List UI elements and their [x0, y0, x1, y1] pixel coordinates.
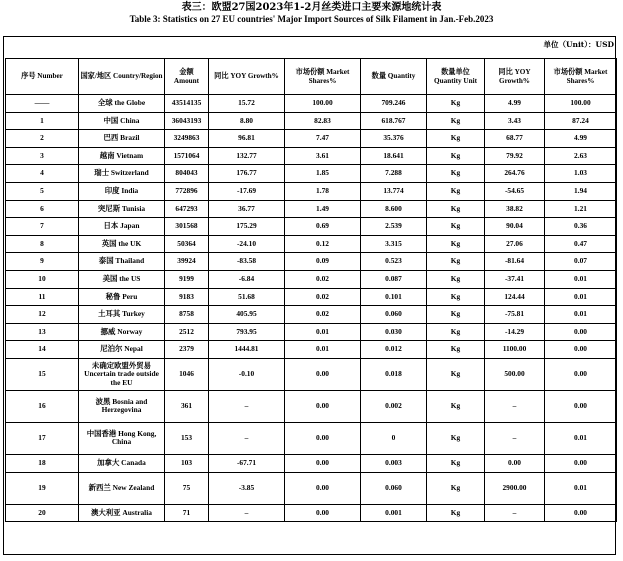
cell-number: 4	[6, 165, 79, 183]
table-row	[6, 147, 617, 165]
cell-amount: 39924	[165, 253, 209, 271]
table-row	[6, 358, 617, 390]
cell-amount: 3249863	[165, 130, 209, 148]
cell-quantity-unit: Kg	[427, 358, 485, 390]
cell-region: 巴西 Brazil	[79, 130, 165, 148]
cell-quantity: 0.001	[361, 504, 427, 522]
cell-quantity: 0.030	[361, 323, 427, 341]
cell-amount: 772896	[165, 182, 209, 200]
cell-quantity-unit: Kg	[427, 130, 485, 148]
cell-share-amount: 1.78	[285, 182, 361, 200]
table-row	[6, 95, 617, 113]
cell-number: 10	[6, 270, 79, 288]
cell-yoy-amount: 176.77	[209, 165, 285, 183]
cell-quantity-unit: Kg	[427, 390, 485, 422]
cell-share-amount: 7.47	[285, 130, 361, 148]
cell-quantity-unit: Kg	[427, 472, 485, 504]
cell-share-amount: 0.02	[285, 270, 361, 288]
header-yoy-amount: 同比 YOY Growth%	[209, 59, 285, 95]
cell-yoy-quantity: 27.06	[485, 235, 545, 253]
cell-yoy-amount: -3.85	[209, 472, 285, 504]
cell-region: 澳大利亚 Australia	[79, 504, 165, 522]
cell-number: 15	[6, 358, 79, 390]
table-row	[6, 182, 617, 200]
cell-yoy-quantity: 38.82	[485, 200, 545, 218]
cell-quantity-unit: Kg	[427, 323, 485, 341]
cell-share-quantity: 2.63	[545, 147, 617, 165]
cell-region: 美国 the US	[79, 270, 165, 288]
import-sources-table	[5, 58, 617, 522]
cell-share-quantity: 0.01	[545, 472, 617, 504]
table-row	[6, 504, 617, 522]
cell-share-amount: 0.09	[285, 253, 361, 271]
cell-yoy-quantity: 4.99	[485, 95, 545, 113]
cell-yoy-amount: 793.95	[209, 323, 285, 341]
cell-yoy-amount: -24.10	[209, 235, 285, 253]
cell-amount: 71	[165, 504, 209, 522]
cell-yoy-quantity: 1100.00	[485, 341, 545, 359]
cell-yoy-quantity: 124.44	[485, 288, 545, 306]
header-share-quantity: 市场份额 Market Shares%	[545, 59, 617, 95]
cell-region: 尼泊尔 Nepal	[79, 341, 165, 359]
cell-amount: 103	[165, 454, 209, 472]
cell-amount: 1046	[165, 358, 209, 390]
cell-share-amount: 82.83	[285, 112, 361, 130]
cell-yoy-quantity: -81.64	[485, 253, 545, 271]
cell-yoy-quantity: 90.04	[485, 218, 545, 236]
cell-amount: 9183	[165, 288, 209, 306]
cell-share-amount: 0.02	[285, 306, 361, 324]
cell-amount: 1571064	[165, 147, 209, 165]
cell-quantity: 18.641	[361, 147, 427, 165]
cell-share-amount: 0.01	[285, 341, 361, 359]
table-row	[6, 165, 617, 183]
header-quantity-unit: 数量单位 Quantity Unit	[427, 59, 485, 95]
cell-yoy-amount: –	[209, 390, 285, 422]
cell-number: 13	[6, 323, 79, 341]
cell-quantity: 0.101	[361, 288, 427, 306]
table-row	[6, 218, 617, 236]
cell-region: 全球 the Globe	[79, 95, 165, 113]
cell-region: 加拿大 Canada	[79, 454, 165, 472]
cell-amount: 50364	[165, 235, 209, 253]
cell-yoy-amount: -67.71	[209, 454, 285, 472]
cell-yoy-quantity: 0.00	[485, 454, 545, 472]
cell-share-quantity: 0.47	[545, 235, 617, 253]
header-number: 序号 Number	[6, 59, 79, 95]
cell-region: 新西兰 New Zealand	[79, 472, 165, 504]
cell-number: 8	[6, 235, 79, 253]
cell-share-quantity: 0.00	[545, 358, 617, 390]
cell-number: 5	[6, 182, 79, 200]
cell-share-amount: 0.02	[285, 288, 361, 306]
cell-share-quantity: 0.00	[545, 390, 617, 422]
cell-quantity: 0.060	[361, 306, 427, 324]
cell-share-amount: 3.61	[285, 147, 361, 165]
cell-amount: 43514135	[165, 95, 209, 113]
cell-quantity: 7.288	[361, 165, 427, 183]
cell-yoy-quantity: -37.41	[485, 270, 545, 288]
cell-number: 12	[6, 306, 79, 324]
table-row	[6, 112, 617, 130]
cell-quantity-unit: Kg	[427, 95, 485, 113]
cell-yoy-amount: -83.58	[209, 253, 285, 271]
cell-region: 中国 China	[79, 112, 165, 130]
cell-yoy-amount: 1444.81	[209, 341, 285, 359]
cell-share-amount: 0.00	[285, 454, 361, 472]
table-row	[6, 235, 617, 253]
table-row	[6, 130, 617, 148]
cell-region: 印度 India	[79, 182, 165, 200]
cell-quantity-unit: Kg	[427, 306, 485, 324]
cell-share-amount: 1.85	[285, 165, 361, 183]
cell-yoy-amount: 132.77	[209, 147, 285, 165]
cell-share-quantity: 0.00	[545, 454, 617, 472]
cell-quantity: 709.246	[361, 95, 427, 113]
cell-yoy-amount: -17.69	[209, 182, 285, 200]
cell-yoy-quantity: 2900.00	[485, 472, 545, 504]
table-row	[6, 306, 617, 324]
table-row	[6, 253, 617, 271]
cell-quantity-unit: Kg	[427, 218, 485, 236]
table-row	[6, 390, 617, 422]
cell-number: 3	[6, 147, 79, 165]
cell-share-quantity: 0.00	[545, 341, 617, 359]
cell-number: 17	[6, 422, 79, 454]
cell-region: 日本 Japan	[79, 218, 165, 236]
cell-quantity: 8.600	[361, 200, 427, 218]
cell-share-quantity: 0.00	[545, 323, 617, 341]
cell-amount: 153	[165, 422, 209, 454]
header-amount: 金额 Amount	[165, 59, 209, 95]
cell-number: 11	[6, 288, 79, 306]
cell-share-quantity: 0.01	[545, 422, 617, 454]
cell-share-quantity: 87.24	[545, 112, 617, 130]
cell-amount: 2512	[165, 323, 209, 341]
cell-region: 越南 Vietnam	[79, 147, 165, 165]
cell-region: 土耳其 Turkey	[79, 306, 165, 324]
cell-amount: 75	[165, 472, 209, 504]
cell-share-quantity: 0.01	[545, 306, 617, 324]
cell-amount: 301568	[165, 218, 209, 236]
cell-quantity: 0.002	[361, 390, 427, 422]
cell-yoy-amount: –	[209, 504, 285, 522]
cell-quantity-unit: Kg	[427, 235, 485, 253]
cell-quantity: 618.767	[361, 112, 427, 130]
cell-share-quantity: 0.36	[545, 218, 617, 236]
cell-quantity-unit: Kg	[427, 147, 485, 165]
cell-yoy-amount: -0.10	[209, 358, 285, 390]
cell-share-quantity: 0.07	[545, 253, 617, 271]
cell-quantity-unit: Kg	[427, 253, 485, 271]
cell-quantity-unit: Kg	[427, 422, 485, 454]
cell-yoy-quantity: 3.43	[485, 112, 545, 130]
cell-quantity-unit: Kg	[427, 288, 485, 306]
table-row	[6, 200, 617, 218]
cell-quantity-unit: Kg	[427, 165, 485, 183]
cell-share-amount: 100.00	[285, 95, 361, 113]
cell-yoy-amount: 15.72	[209, 95, 285, 113]
cell-share-quantity: 1.21	[545, 200, 617, 218]
cell-quantity: 35.376	[361, 130, 427, 148]
cell-quantity-unit: Kg	[427, 200, 485, 218]
cell-number: 18	[6, 454, 79, 472]
cell-quantity-unit: Kg	[427, 341, 485, 359]
cell-region: 瑞士 Switzerland	[79, 165, 165, 183]
unit-note: 单位（Unit）：USD	[543, 40, 614, 49]
cell-yoy-quantity: -14.29	[485, 323, 545, 341]
cell-yoy-quantity: –	[485, 504, 545, 522]
cell-yoy-amount: 405.95	[209, 306, 285, 324]
cell-yoy-amount: –	[209, 422, 285, 454]
cell-region: 中国香港 Hong Kong, China	[79, 422, 165, 454]
cell-yoy-amount: 8.80	[209, 112, 285, 130]
cell-quantity: 0.018	[361, 358, 427, 390]
cell-quantity: 2.539	[361, 218, 427, 236]
cell-yoy-quantity: -54.65	[485, 182, 545, 200]
cell-yoy-amount: -6.84	[209, 270, 285, 288]
cell-share-amount: 0.00	[285, 422, 361, 454]
table-title-chinese: 表三：欧盟27国2023年1-2月丝类进口主要来源地统计表	[181, 2, 442, 13]
cell-yoy-amount: 96.81	[209, 130, 285, 148]
cell-share-amount: 0.00	[285, 358, 361, 390]
cell-share-amount: 0.00	[285, 390, 361, 422]
table-header-row	[6, 59, 617, 95]
cell-number: 2	[6, 130, 79, 148]
cell-region: 秘鲁 Peru	[79, 288, 165, 306]
table-row	[6, 341, 617, 359]
table-row	[6, 288, 617, 306]
table-row	[6, 323, 617, 341]
header-share-amount: 市场份额 Market Shares%	[285, 59, 361, 95]
cell-quantity: 3.315	[361, 235, 427, 253]
cell-yoy-amount: 36.77	[209, 200, 285, 218]
table-row	[6, 270, 617, 288]
cell-yoy-quantity: 68.77	[485, 130, 545, 148]
cell-region: 波黑 Bosnia and Herzegovina	[79, 390, 165, 422]
cell-amount: 9199	[165, 270, 209, 288]
cell-share-amount: 0.00	[285, 504, 361, 522]
cell-share-quantity: 100.00	[545, 95, 617, 113]
header-region: 国家/地区 Country/Region	[79, 59, 165, 95]
cell-yoy-quantity: -75.81	[485, 306, 545, 324]
cell-yoy-quantity: –	[485, 422, 545, 454]
cell-region: 泰国 Thailand	[79, 253, 165, 271]
cell-amount: 361	[165, 390, 209, 422]
cell-region: 突尼斯 Tunisia	[79, 200, 165, 218]
cell-share-quantity: 0.01	[545, 270, 617, 288]
cell-amount: 8758	[165, 306, 209, 324]
cell-number: ——	[6, 95, 79, 113]
cell-yoy-amount: 175.29	[209, 218, 285, 236]
cell-amount: 2379	[165, 341, 209, 359]
cell-share-amount: 0.12	[285, 235, 361, 253]
header-yoy-quantity: 同比 YOY Growth%	[485, 59, 545, 95]
cell-amount: 36043193	[165, 112, 209, 130]
cell-number: 7	[6, 218, 79, 236]
cell-quantity: 0.087	[361, 270, 427, 288]
cell-quantity-unit: Kg	[427, 112, 485, 130]
cell-share-quantity: 0.00	[545, 504, 617, 522]
cell-number: 1	[6, 112, 79, 130]
cell-share-quantity: 0.01	[545, 288, 617, 306]
cell-quantity: 0.523	[361, 253, 427, 271]
cell-quantity-unit: Kg	[427, 270, 485, 288]
cell-yoy-quantity: 500.00	[485, 358, 545, 390]
cell-quantity: 0.012	[361, 341, 427, 359]
cell-yoy-quantity: –	[485, 390, 545, 422]
cell-region: 英国 the UK	[79, 235, 165, 253]
cell-number: 19	[6, 472, 79, 504]
cell-number: 6	[6, 200, 79, 218]
cell-quantity-unit: Kg	[427, 504, 485, 522]
cell-yoy-amount: 51.68	[209, 288, 285, 306]
cell-share-amount: 0.00	[285, 472, 361, 504]
cell-share-amount: 0.69	[285, 218, 361, 236]
header-quantity: 数量 Quantity	[361, 59, 427, 95]
cell-share-quantity: 1.94	[545, 182, 617, 200]
cell-yoy-quantity: 264.76	[485, 165, 545, 183]
cell-share-amount: 1.49	[285, 200, 361, 218]
cell-yoy-quantity: 79.92	[485, 147, 545, 165]
table-row	[6, 454, 617, 472]
table-title-english: Table 3: Statistics on 27 EU countries' Major Import Sources of Silk Filament in Jan.-Feb.2023	[129, 14, 494, 24]
cell-quantity-unit: Kg	[427, 454, 485, 472]
cell-number: 16	[6, 390, 79, 422]
cell-number: 14	[6, 341, 79, 359]
cell-quantity: 13.774	[361, 182, 427, 200]
cell-quantity-unit: Kg	[427, 182, 485, 200]
cell-quantity: 0.060	[361, 472, 427, 504]
cell-share-quantity: 1.03	[545, 165, 617, 183]
cell-quantity: 0.003	[361, 454, 427, 472]
cell-number: 20	[6, 504, 79, 522]
table-row	[6, 472, 617, 504]
cell-quantity: 0	[361, 422, 427, 454]
cell-amount: 647293	[165, 200, 209, 218]
cell-region: 未确定欧盟外贸易 Uncertain trade outside the EU	[79, 358, 165, 390]
cell-region: 挪威 Norway	[79, 323, 165, 341]
cell-amount: 804043	[165, 165, 209, 183]
table-row	[6, 422, 617, 454]
cell-share-quantity: 4.99	[545, 130, 617, 148]
cell-share-amount: 0.01	[285, 323, 361, 341]
cell-number: 9	[6, 253, 79, 271]
